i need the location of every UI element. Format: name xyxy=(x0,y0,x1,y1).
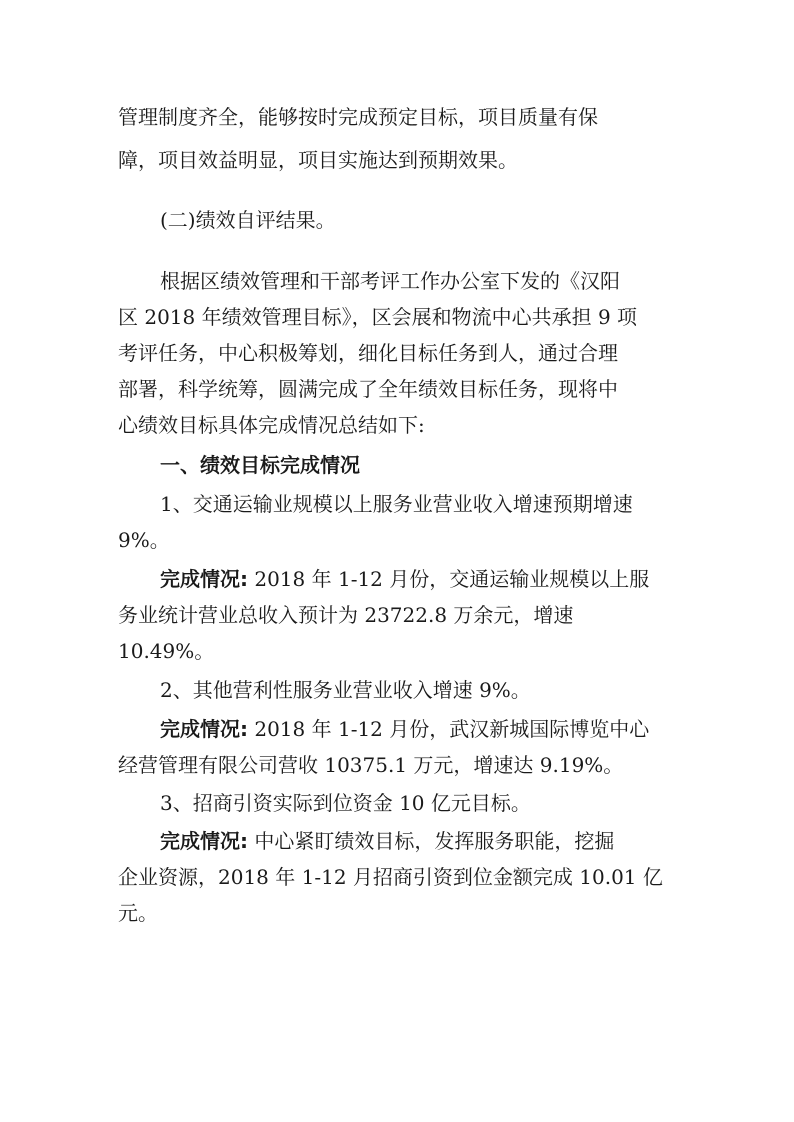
paragraph-line: 心绩效目标具体完成情况总结如下: xyxy=(118,413,425,437)
status-line xyxy=(160,565,649,593)
paragraph-line: 考评任务，中心积极筹划，细化目标任务到人，通过合理 xyxy=(118,341,618,365)
section-heading: 一、绩效目标完成情况 xyxy=(160,453,360,477)
status-text: 2018 年 1-12 月份，交通运输业规模以上服 xyxy=(254,567,650,591)
status-label: 完成情况: xyxy=(160,829,248,853)
status-line: 元。 xyxy=(118,901,158,925)
status-line: 经营管理有限公司营收 10375.1 万元，增速达 9.19%。 xyxy=(118,753,624,777)
status-text: 2018 年 1-12 月份，武汉新城国际博览中心 xyxy=(254,717,650,741)
list-item: 3、招商引资实际到位资金 10 亿元目标。 xyxy=(160,791,531,815)
status-text: 中心紧盯绩效目标，发挥服务职能，挖掘 xyxy=(254,829,615,853)
list-item: 9%。 xyxy=(118,528,170,552)
list-item: 2、其他营利性服务业营业收入增速 9%。 xyxy=(160,678,531,702)
status-label: 完成情况: xyxy=(160,567,248,591)
paragraph-line: 障，项目效益明显，项目实施达到预期效果。 xyxy=(118,148,518,172)
paragraph-line: 区 2018 年绩效管理目标》，区会展和物流中心共承担 9 项 xyxy=(118,305,638,329)
status-line: 10.49%。 xyxy=(118,639,215,663)
paragraph-line: 部署，科学统筹，圆满完成了全年绩效目标任务，现将中 xyxy=(118,377,618,401)
paragraph-line: 管理制度齐全，能够按时完成预定目标，项目质量有保 xyxy=(118,105,598,129)
list-item: 1、交通运输业规模以上服务业营业收入增速预期增速 xyxy=(160,492,633,516)
status-label: 完成情况: xyxy=(160,717,248,741)
status-line xyxy=(160,827,614,855)
status-line xyxy=(160,715,649,743)
section-heading: (二)绩效自评结果。 xyxy=(160,208,336,232)
status-line: 务业统计营业总收入预计为 23722.8 万余元，增速 xyxy=(118,603,574,627)
paragraph-line: 根据区绩效管理和干部考评工作办公室下发的《汉阳 xyxy=(160,269,620,293)
status-line: 企业资源，2018 年 1-12 月招商引资到位金额完成 10.01 亿 xyxy=(118,865,663,889)
